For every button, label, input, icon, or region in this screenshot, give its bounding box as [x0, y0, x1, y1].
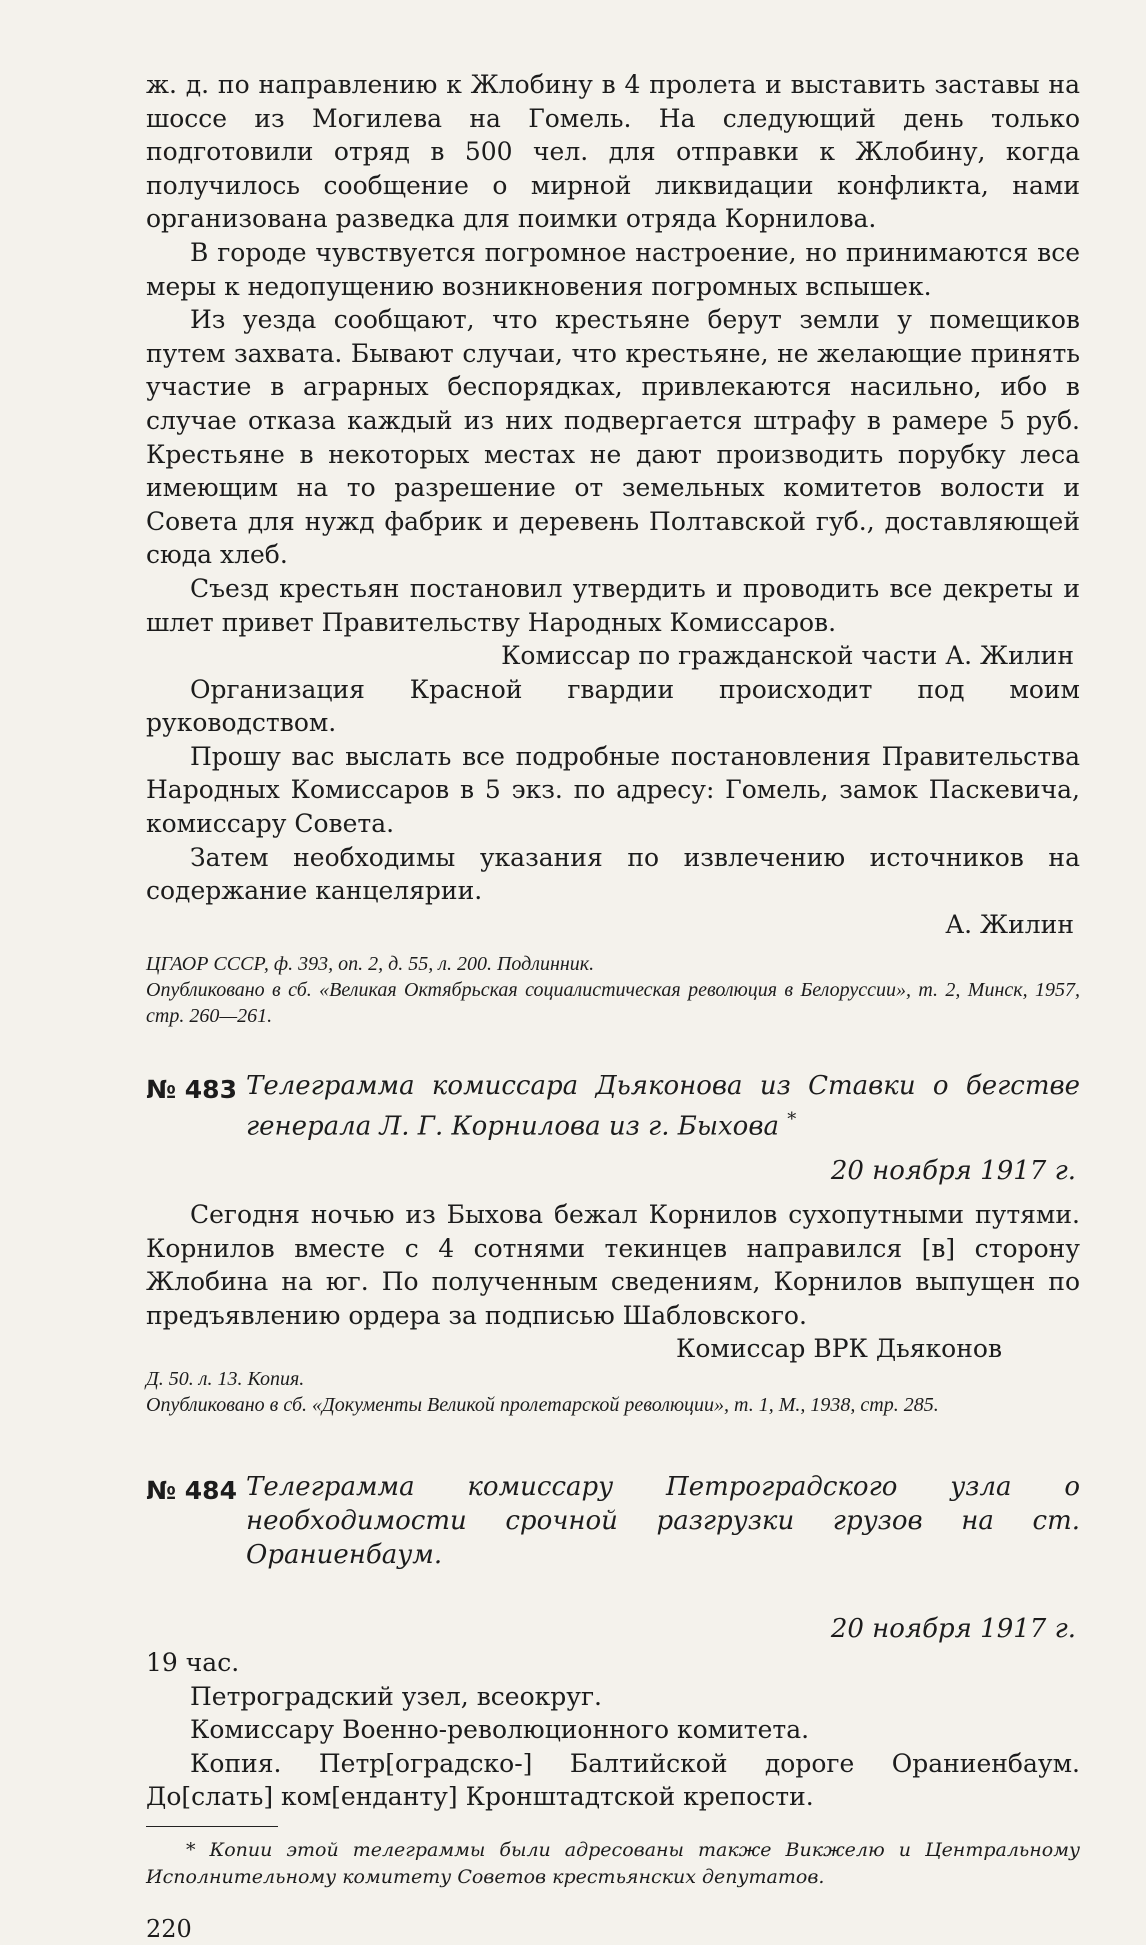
- source-note: ЦГАОР СССР, ф. 393, оп. 2, д. 55, л. 200. Подлинник.: [146, 953, 595, 976]
- paragraph: Сегодня ночью из Быхова бежал Корнилов сухопутными путями. Корнилов вместе с 4 сотнями текинцев направился [в] сторону Жлобина на юг. По полученным сведениям, Корнилов выпущен по предъявлению ордера за подписью Шабловского.: [146, 1200, 1080, 1330]
- document-number: № 483: [146, 1075, 237, 1105]
- footnote-divider: [146, 1826, 278, 1827]
- address-line: Комиссару Военно-революционного комитета.: [190, 1715, 810, 1745]
- text-column: [146, 68, 1080, 1945]
- document-title: Телеграмма комиссару Петроградского узла о необходимости срочной разгрузки грузов на ст. Ораниенбаум.: [246, 1472, 1080, 1571]
- time-line: 19 час.: [146, 1648, 240, 1678]
- document-date: 20 ноября 1917 г.: [830, 1156, 1076, 1187]
- source-note: Д. 50. л. 13. Копия.: [146, 1368, 305, 1391]
- publication-note: Опубликовано в сб. «Великая Октябрьская социалистическая революция в Белоруссии», т. 2, Минск, 1957, стр. 260—261.: [146, 979, 1080, 1028]
- signature-line: А. Жилин: [945, 909, 1074, 939]
- publication-note: Опубликовано в сб. «Документы Великой пролетарской революции», т. 1, М., 1938, стр. 285.: [146, 1394, 939, 1417]
- paragraph: ж. д. по направлению к Жлобину в 4 пролета и выставить заставы на шоссе из Могилева на Гомель. На следующий день только подготовили отряд в 500 чел. для отправки к Жлобину, когда получилось сообщение о мирной ликвидации конфликта, нами организована разведка для поимки отряда Корнилова.: [146, 70, 1080, 234]
- paragraph: Из уезда сообщают, что крестьяне берут земли у помещиков путем захвата. Бывают случаи, что крестьяне, не желающие принять участие в аграрных беспорядках, привлекаются насильно, ибо в случае отказа каждый из них подвергается штрафу в рамере 5 руб. Крестьяне в некоторых местах не дают производить порубку леса имеющим на то разрешение от земельных комитетов волости и Совета для нужд фабрик и деревень Полтавской губ., доставляющей сюда хлеб.: [146, 305, 1080, 570]
- document-title: Телеграмма комиссара Дьяконова из Ставки о бегстве генерала Л. Г. Корнилова из г. Быхова *: [246, 1071, 1080, 1143]
- document-number: № 484: [146, 1476, 237, 1506]
- document-date: 20 ноября 1917 г.: [830, 1614, 1076, 1645]
- signature-line: Комиссар ВРК Дьяконов: [676, 1334, 1003, 1364]
- paragraph: Прошу вас выслать все подробные постановления Правительства Народных Комиссаров в 5 экз. по адресу: Гомель, замок Паскевича, комиссару Совета.: [146, 741, 1080, 839]
- footnote-mark: *: [787, 1109, 797, 1131]
- paragraph: Затем необходимы указания по извлечению источников на содержание канцелярии.: [146, 842, 1080, 906]
- paragraph: Организация Красной гвардии происходит под моим руководством.: [146, 674, 1080, 738]
- paragraph: В городе чувствуется погромное настроение, но принимаются все меры к недопущению возникновения погромных вспышек.: [146, 237, 1080, 301]
- address-line: Копия. Петр[оградско-] Балтийской дороге Ораниенбаум. До[слать] ком[енданту] Кронштадтской крепости.: [146, 1748, 1080, 1812]
- document-header: [146, 1470, 1080, 1572]
- signature-line: Комиссар по гражданской части А. Жилин: [501, 641, 1074, 671]
- paragraph: Съезд крестьян постановил утвердить и проводить все декреты и шлет привет Правительству Народных Комиссаров.: [146, 573, 1080, 637]
- document-header: [146, 1069, 1080, 1144]
- page-number: 220: [146, 1915, 192, 1944]
- address-line: Петроградский узел, всеокруг.: [190, 1681, 602, 1711]
- footnote: * Копии этой телеграммы были адресованы также Викжелю и Центральному Исполнительному комитету Советов крестьянских депутатов.: [146, 1839, 1080, 1889]
